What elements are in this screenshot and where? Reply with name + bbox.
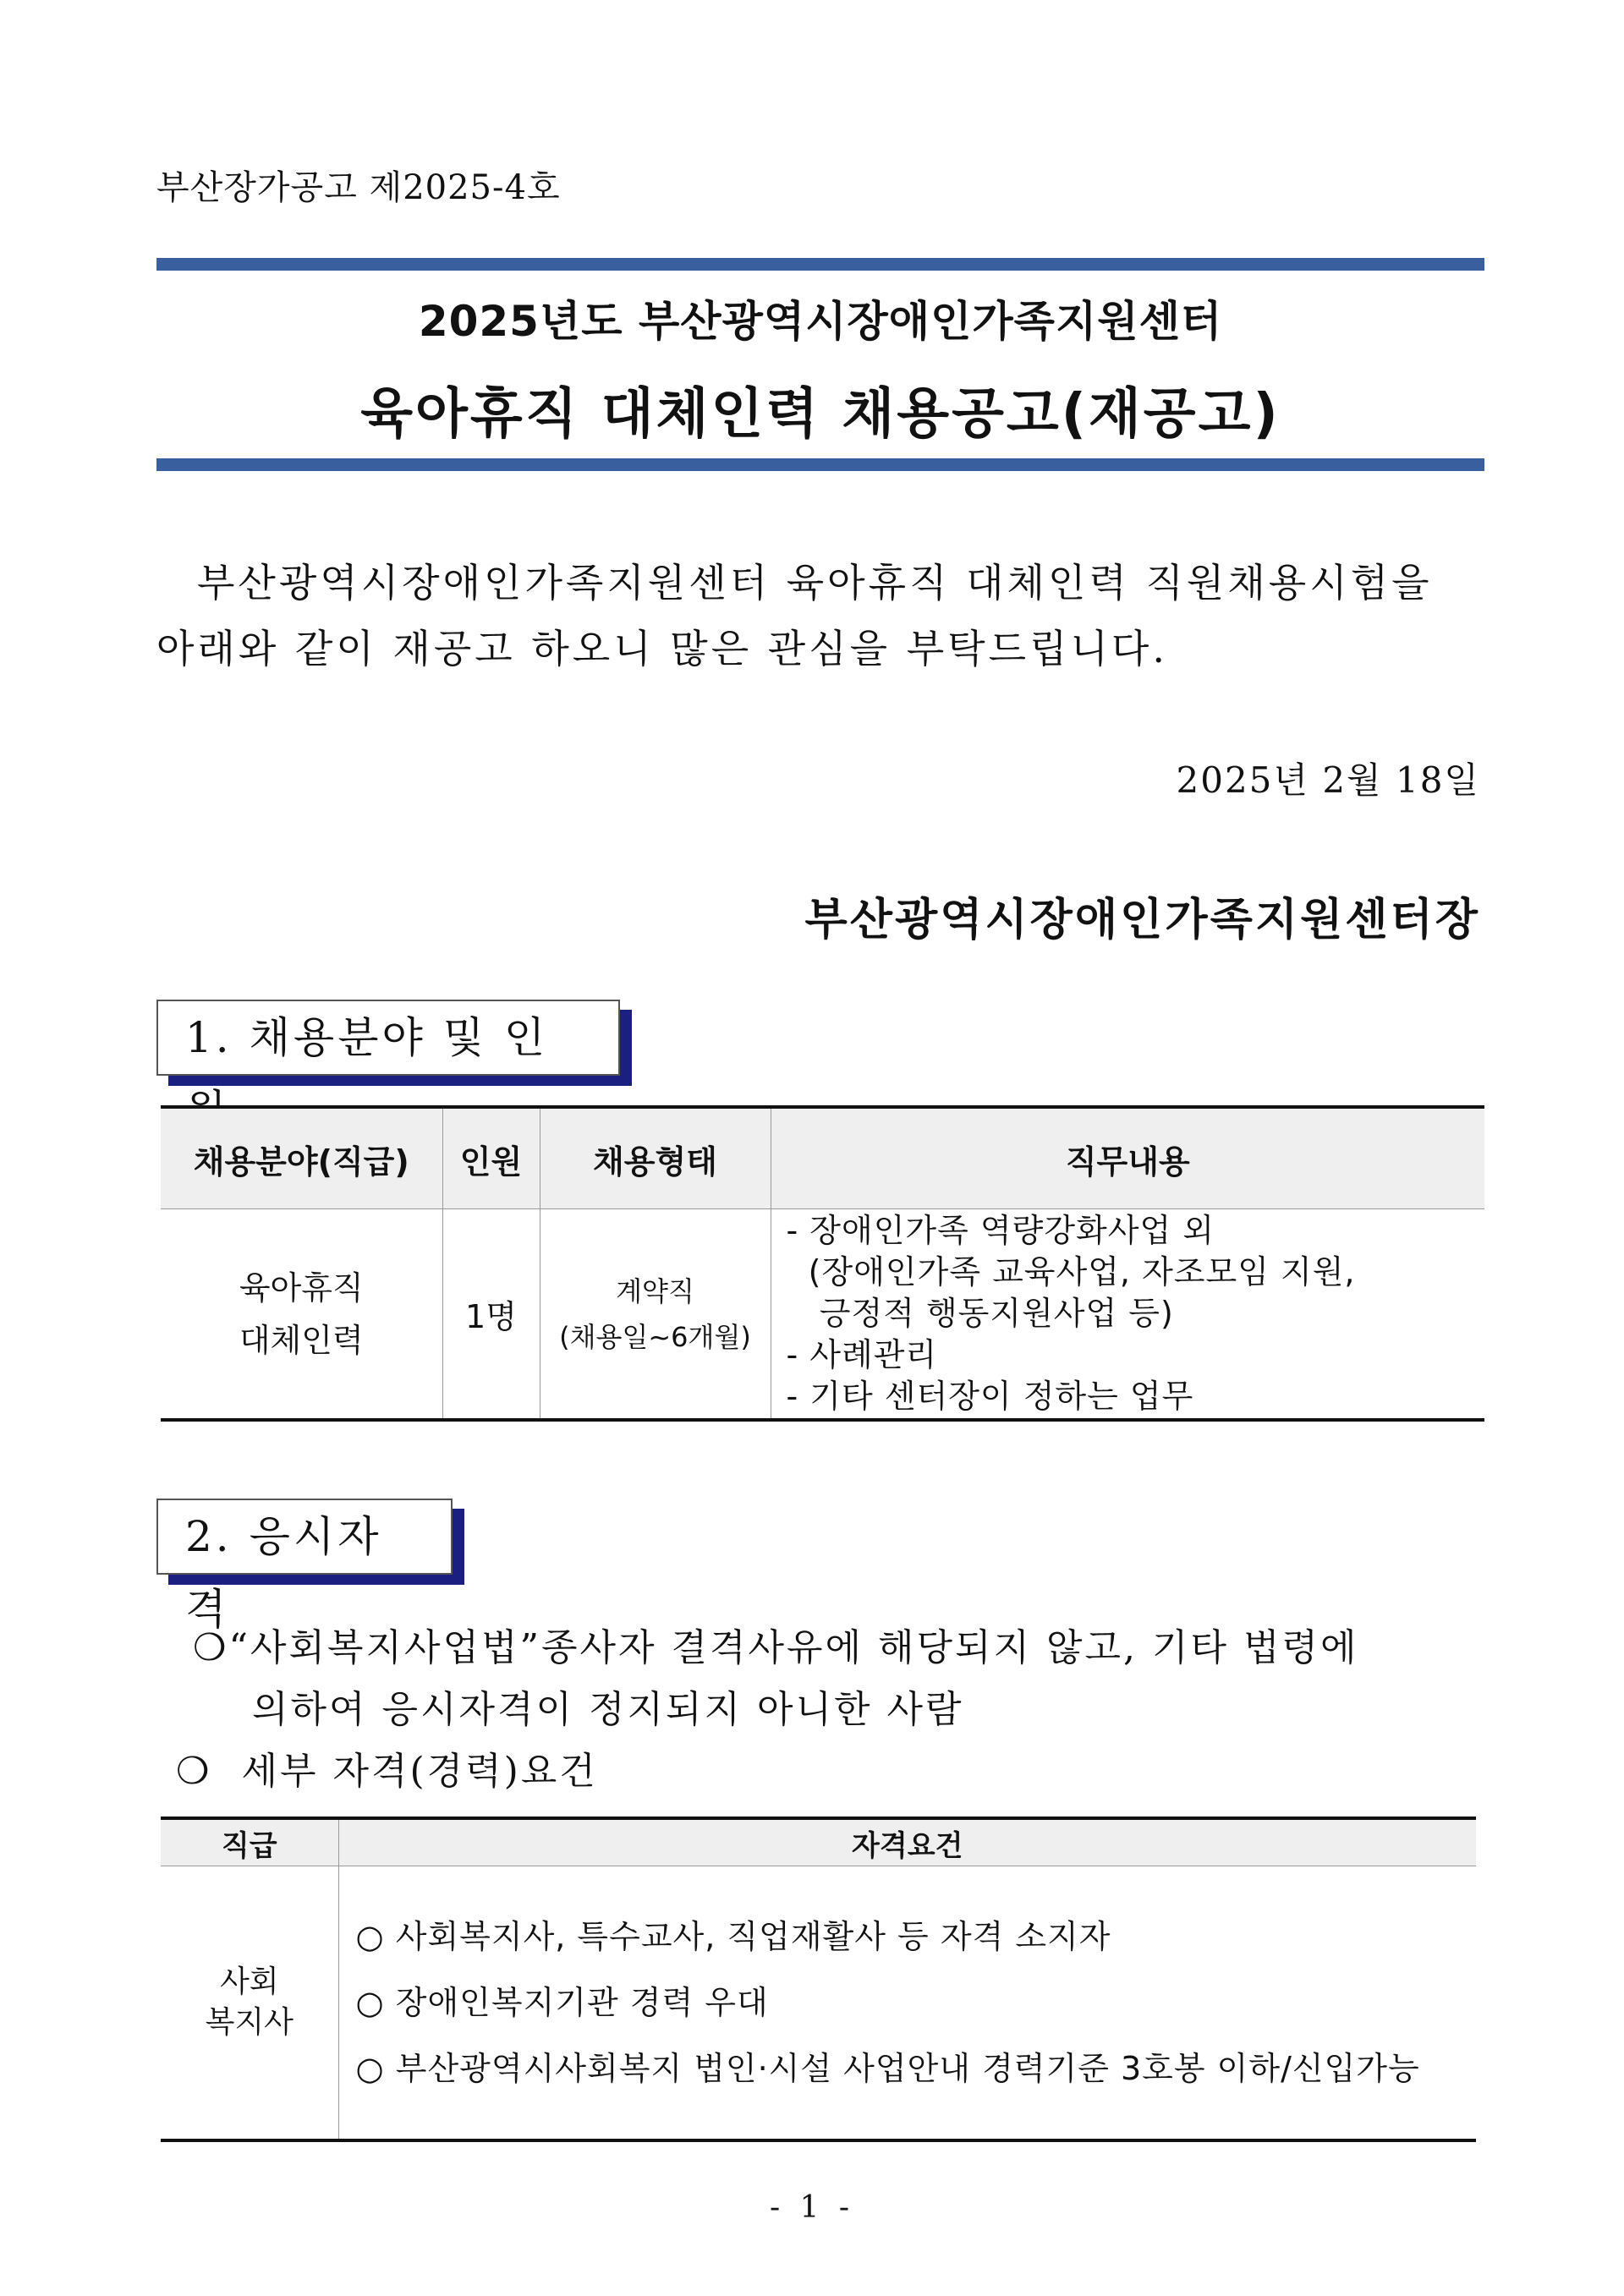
requirement-item: ○ 사회복지사, 특수교사, 직업재활사 등 자격 소지자 <box>355 1918 1111 1955</box>
count-cell: 1명 <box>442 1209 540 1421</box>
title-line-2: 육아휴직 대체인력 채용공고(재공고) <box>360 383 1281 446</box>
duty-line-2: (장애인가족 교육사업, 자조모임 지원, <box>786 1253 1356 1290</box>
intro-paragraph <box>156 550 1484 682</box>
requirement-item: ○ 부산광역시사회복지 법인·시설 사업안내 경력기준 3호봉 이하/신입가능 <box>355 2050 1420 2087</box>
bullet-icon: ❍ <box>176 1750 212 1793</box>
page-number: - 1 - <box>769 2190 855 2225</box>
requirement-item: ○ 장애인복지기관 경력 우대 <box>355 1984 769 2021</box>
top-rule <box>156 258 1484 271</box>
duty-line-5: - 기타 센터장이 정하는 업무 <box>786 1378 1194 1415</box>
duty-line-4: - 사례관리 <box>786 1336 938 1373</box>
qualification-table <box>161 1817 1476 2142</box>
announcement-date: 2025년 2월 18일 <box>1176 759 1480 801</box>
header-grade: 직급 <box>161 1818 338 1866</box>
type-line-1: 계약직 <box>616 1274 694 1307</box>
section-1-heading: 1. 채용분야 및 인 <box>156 1000 620 1076</box>
table-row <box>161 1209 1484 1421</box>
type-cell <box>540 1209 771 1421</box>
organization-signature: 부산광역시장애인가족지원센터장 <box>804 894 1480 945</box>
requirements-cell <box>338 1866 1476 2141</box>
title-line-1: 2025년도 부산광역시장애인가족지원센터 <box>418 297 1223 346</box>
header-field: 채용분야(직급) <box>161 1107 442 1209</box>
table-row <box>161 1866 1476 2141</box>
type-line-2: (채용일~6개월) <box>559 1320 751 1353</box>
field-line-2: 대체인력 <box>239 1321 364 1359</box>
field-cell <box>161 1209 442 1421</box>
eligibility-line-1: “사회복지사업법”종사자 결격사유에 해당되지 않고, 기타 법령에 <box>228 1626 1359 1669</box>
grade-line-2: 복지사 <box>205 2005 294 2040</box>
recruitment-table-header <box>161 1107 1484 1209</box>
eligibility-line-2: 의하여 응시자격이 정지되지 아니한 사람 <box>252 1688 964 1731</box>
grade-line-1: 사회 <box>219 1964 279 1999</box>
duty-line-1: - 장애인가족 역량강화사업 외 <box>786 1212 1215 1249</box>
header-type: 채용형태 <box>540 1107 771 1209</box>
eligibility-bullet-2 <box>176 1740 598 1795</box>
grade-cell <box>161 1866 338 2141</box>
intro-line-1: 부산광역시장애인가족지원센터 육아휴직 대체인력 직원채용시험을 <box>197 560 1433 606</box>
header-count: 인원 <box>442 1107 540 1209</box>
qualification-table-header <box>161 1818 1476 1866</box>
detail-requirements-label: 세부 자격(경력)요건 <box>241 1750 598 1793</box>
intro-line-2: 아래와 같이 재공고 하오니 많은 관심을 부탁드립니다. <box>156 626 1168 671</box>
field-line-1: 육아휴직 <box>239 1269 364 1307</box>
section-2-heading: 2. 응시자격 <box>156 1499 453 1575</box>
header-requirements: 자격요건 <box>338 1818 1476 1866</box>
eligibility-bullet-1 <box>193 1617 1358 1671</box>
duty-line-3: 긍정적 행동지원사업 등) <box>786 1295 1174 1332</box>
recruitment-table <box>161 1105 1484 1422</box>
duties-cell <box>771 1209 1484 1421</box>
bottom-rule <box>156 458 1484 471</box>
header-duties: 직무내용 <box>771 1107 1484 1209</box>
document-number: 부산장가공고 제2025-4호 <box>156 168 561 207</box>
bullet-icon: ❍ <box>193 1626 229 1669</box>
